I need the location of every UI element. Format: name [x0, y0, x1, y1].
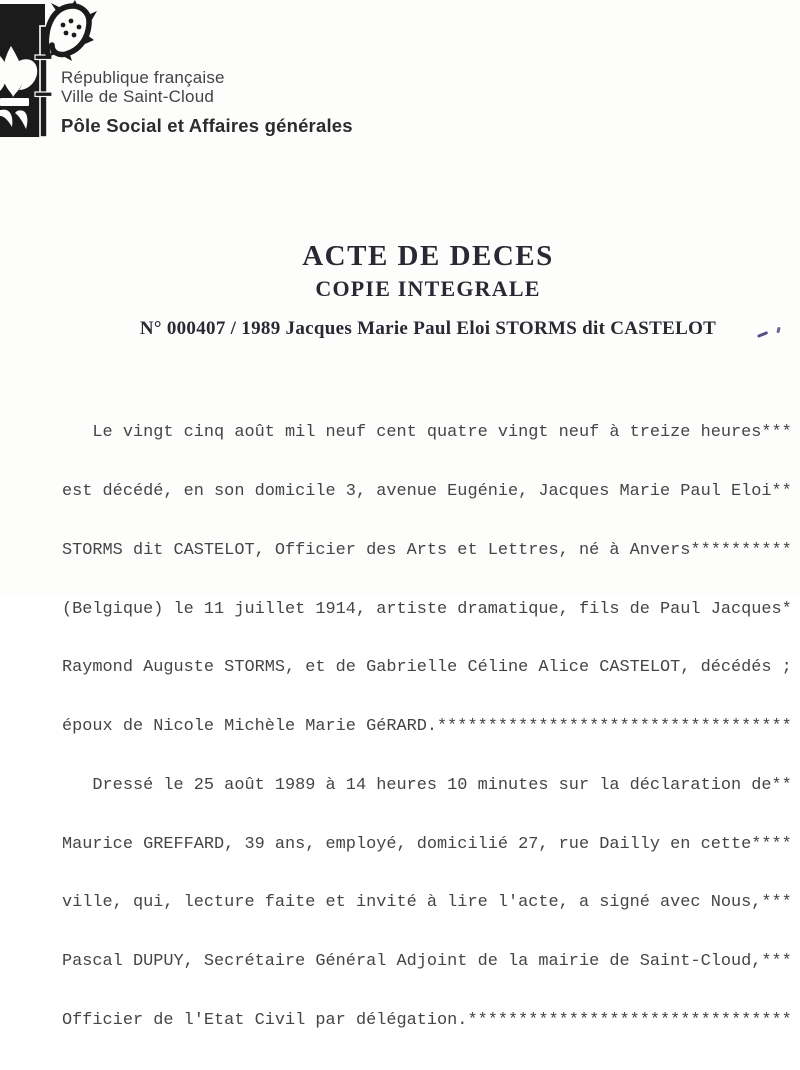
act-number-line: N° 000407 / 1989 Jacques Marie Paul Eloi STORMS dit CASTELOT	[139, 318, 717, 339]
act-body-line: Pascal DUPUY, Secrétaire Général Adjoint de la mairie de Saint-Cloud,***	[62, 952, 792, 972]
act-body-line: est décédé, en son domicile 3, avenue Eugénie, Jacques Marie Paul Eloi**	[62, 481, 792, 501]
department-name: Pôle Social et Affaires générales	[61, 115, 353, 136]
act-body-line: (Belgique) le 11 juillet 1914, artiste dramatique, fils de Paul Jacques*	[62, 599, 792, 619]
city-line: Ville de Saint-Cloud	[61, 87, 214, 106]
issuing-authority	[61, 68, 225, 106]
act-body-line: ville, qui, lecture faite et invité à lire l'acte, a signé avec Nous,***	[62, 893, 792, 913]
republic-line: République française	[61, 68, 225, 87]
act-body-line: Maurice GREFFARD, 39 ans, employé, domicilié 27, rue Dailly en cette****	[62, 834, 792, 854]
act-body-line: Raymond Auguste STORMS, et de Gabrielle Céline Alice CASTELOT, décédés ;	[62, 658, 792, 678]
act-body-line: STORMS dit CASTELOT, Officier des Arts et Lettres, né à Anvers**********	[62, 540, 792, 560]
act-body-line: Officier de l'Etat Civil par délégation.********************************	[62, 1011, 792, 1030]
act-body-line: Le vingt cinq août mil neuf cent quatre vingt neuf à treize heures***	[62, 423, 792, 443]
act-body-line: époux de Nicole Michèle Marie GéRARD.***********************************	[62, 717, 792, 737]
act-body-line: Dressé le 25 août 1989 à 14 heures 10 minutes sur la déclaration de**	[62, 775, 792, 795]
act-body-text	[62, 384, 798, 1070]
document-title: ACTE DE DECES	[302, 240, 554, 272]
document-subtitle: COPIE INTEGRALE	[315, 276, 541, 301]
